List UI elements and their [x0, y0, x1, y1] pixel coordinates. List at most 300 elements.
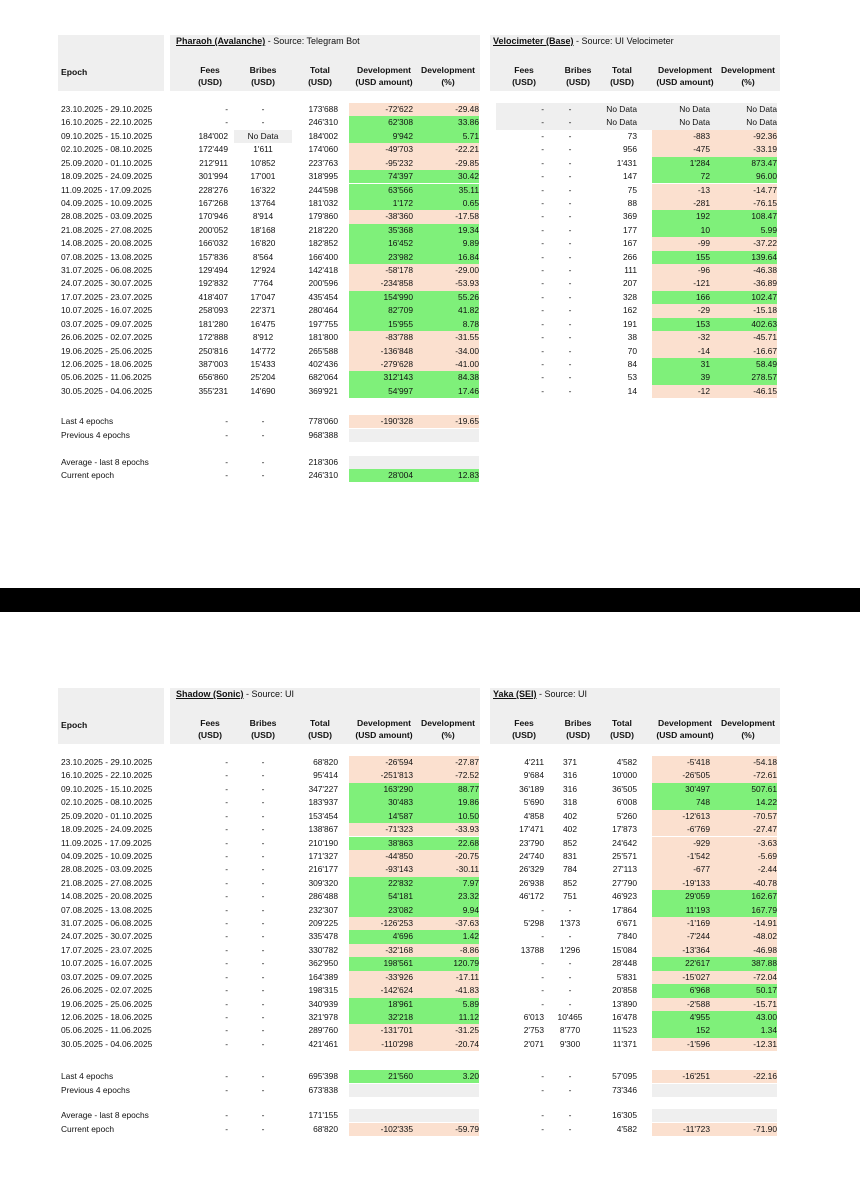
table-row — [0, 277, 860, 290]
left-total-cell: 218'220 — [308, 224, 338, 235]
right-total-cell: 17'864 — [612, 904, 637, 915]
left-dev_pct-cell: 7.97 — [462, 877, 479, 888]
right-total-cell: 207 — [623, 278, 637, 289]
column-header-line: Fees — [514, 65, 534, 75]
epoch-cell: 17.07.2025 - 23.07.2025 — [61, 291, 153, 302]
right-bribes-cell: - — [568, 358, 572, 369]
epoch-cell: 05.06.2025 - 11.06.2025 — [61, 372, 152, 383]
right-bribes-cell: - — [568, 931, 572, 942]
left-dev_pct-cell: -30.11 — [455, 864, 479, 875]
right-fees-cell: - — [541, 251, 544, 262]
right-fees-cell: - — [541, 318, 544, 329]
left-dev_pct-cell: 8.78 — [462, 318, 479, 329]
left-bribes-cell: - — [261, 1025, 265, 1036]
right-dev_pct-cell: 50.17 — [756, 985, 777, 996]
left-bribes-cell: 25'204 — [250, 372, 276, 383]
epoch-cell: 02.10.2025 - 08.10.2025 — [61, 797, 153, 808]
epoch-cell: 09.10.2025 - 15.10.2025 — [61, 130, 153, 141]
left-total-cell: 166'400 — [308, 251, 338, 262]
left-dev_usd-cell: -251'813 — [380, 770, 413, 781]
right-total-cell: 369 — [623, 211, 637, 222]
table-row — [0, 998, 860, 1011]
summary-left-dev_usd — [349, 1109, 413, 1122]
left-bribes-cell: 8'912 — [252, 332, 274, 343]
right-fees-cell: - — [541, 184, 544, 195]
column-header-line: Development — [421, 718, 475, 728]
left-dev_usd-cell: 82'709 — [388, 305, 413, 316]
left-total-cell: 347'227 — [308, 783, 338, 794]
right-bribes-cell: - — [568, 104, 572, 114]
left-fees-cell: - — [225, 850, 228, 861]
summary-left-dev_pct — [416, 1109, 479, 1122]
summary-right-dev_pct: -22.16 — [753, 1071, 777, 1081]
column-header-line: (USD amount) — [355, 77, 413, 87]
right-bribes-cell: 318 — [563, 797, 577, 808]
left-bribes-cell: - — [261, 837, 265, 848]
summary-left-dev_pct — [416, 1084, 479, 1097]
left-dev_usd-cell: -49'703 — [385, 144, 413, 155]
table-row — [0, 810, 860, 823]
summary-left-dev_pct — [416, 456, 479, 469]
right-bribes-cell: - — [568, 332, 572, 343]
right-dev_pct-cell: -27.47 — [753, 824, 777, 835]
epoch-cell: 28.08.2025 - 03.09.2025 — [61, 211, 153, 222]
summary-right-dev_usd: -16'251 — [682, 1071, 710, 1081]
right-dev_usd-cell: 6'968 — [689, 985, 710, 996]
right-total-cell: 266 — [623, 251, 637, 262]
epoch-cell: 05.06.2025 - 11.06.2025 — [61, 1025, 152, 1036]
left-total-cell: 232'307 — [308, 904, 338, 915]
right-dev_pct-cell: 108.47 — [751, 211, 777, 222]
epoch-cell: 16.10.2025 - 22.10.2025 — [61, 117, 153, 128]
right-dev_pct-cell: -54.18 — [753, 757, 777, 767]
right-dev_pct-cell: -5.69 — [757, 850, 777, 861]
left-dev_pct-cell: -34.00 — [455, 345, 479, 356]
summary-left-dev_pct — [416, 429, 479, 442]
table-row — [0, 116, 860, 129]
right-dev_usd-cell: -475 — [693, 144, 710, 155]
epoch-cell: 26.06.2025 - 02.07.2025 — [61, 332, 153, 343]
right-dev_pct-cell: 387.88 — [751, 958, 777, 969]
left-fees-cell: 172'888 — [198, 332, 228, 343]
left-bribes-cell: - — [261, 877, 265, 888]
column-header-fees — [184, 64, 236, 88]
left-total-cell: 321'978 — [308, 1011, 338, 1022]
left-dev_usd-cell: 63'566 — [388, 184, 413, 195]
epoch-cell: 30.05.2025 - 04.06.2025 — [61, 385, 153, 396]
left-dev_usd-cell: 14'587 — [388, 810, 413, 821]
right-total-cell: 38 — [627, 332, 637, 343]
summary-left-bribes: - — [261, 470, 265, 480]
right-total-cell: 14 — [627, 385, 637, 396]
table-row — [0, 796, 860, 809]
table-row — [0, 783, 860, 796]
right-dev_usd-cell: -929 — [693, 837, 710, 848]
right-bribes-cell: - — [568, 171, 572, 182]
left-dev_pct-cell: 0.65 — [462, 197, 479, 208]
left-dev_usd-cell: -44'850 — [385, 850, 413, 861]
summary-left-total: 778'060 — [308, 416, 338, 426]
table-row — [0, 304, 860, 317]
right-fees-cell: - — [541, 931, 544, 942]
table-row — [0, 210, 860, 223]
summary-right-bribes: - — [568, 1071, 572, 1081]
left-dev_usd-cell: -58'178 — [385, 265, 413, 276]
left-total-cell: 216'177 — [308, 864, 338, 875]
summary-label: Average - last 8 epochs — [61, 1110, 149, 1120]
column-header-total — [298, 717, 342, 741]
left-fees-cell: 166'032 — [198, 238, 228, 249]
table-row — [0, 385, 860, 398]
right-dev_pct-cell: 5.99 — [760, 224, 777, 235]
right-fees-cell: 24'740 — [519, 850, 544, 861]
left-total-cell: 184'002 — [308, 130, 338, 141]
epoch-cell: 17.07.2025 - 23.07.2025 — [61, 944, 153, 955]
column-header-total — [298, 64, 342, 88]
table-row — [0, 157, 860, 170]
right-fees-cell: 6'013 — [523, 1011, 544, 1022]
left-fees-cell: 250'816 — [198, 345, 228, 356]
left-bribes-cell: 1'611 — [253, 144, 273, 155]
left-dev_pct-cell: -17.11 — [455, 971, 479, 982]
right-dev_usd-cell: -99 — [697, 238, 710, 249]
left-dev_usd-cell: -38'360 — [385, 211, 413, 222]
right-dev_usd-cell: 22'617 — [685, 958, 710, 969]
left-bribes-cell: - — [261, 958, 265, 969]
summary-right-total: 4'582 — [616, 1124, 637, 1134]
left-dev_pct-cell: 33.86 — [458, 117, 479, 128]
summary-left-total: 968'388 — [308, 430, 338, 440]
table-row — [0, 904, 860, 917]
left-fees-cell: - — [225, 757, 228, 767]
left-dev_pct-cell: -31.25 — [455, 1025, 479, 1036]
left-total-cell: 223'763 — [308, 157, 338, 168]
left-bribes-cell: 8'564 — [252, 251, 274, 262]
left-dev_usd-cell: 22'832 — [388, 877, 413, 888]
right-total-cell: 5'831 — [616, 971, 637, 982]
summary-left-fees: - — [225, 1110, 228, 1120]
right-bribes-cell: 371 — [563, 757, 577, 767]
right-total-cell: 17'873 — [612, 824, 637, 835]
right-dev_pct-cell: 14.22 — [756, 797, 777, 808]
summary-left-dev_usd: 21'560 — [388, 1071, 413, 1081]
right-total-cell: 1'431 — [616, 157, 637, 168]
left-dev_pct-cell: 88.77 — [458, 783, 479, 794]
column-header-total — [600, 717, 644, 741]
left-bribes-cell: - — [261, 117, 265, 128]
left-dev_usd-cell: 1'172 — [392, 197, 413, 208]
right-total-cell: 111 — [624, 265, 637, 276]
table-row — [0, 358, 860, 371]
sheet-separator — [0, 588, 860, 612]
summary-left-total: 68'820 — [313, 1124, 338, 1134]
right-bribes-cell: 751 — [563, 891, 577, 902]
left-total-cell: 318'995 — [308, 171, 338, 182]
right-dev_usd-cell: -14 — [697, 345, 710, 356]
left-fees-cell: - — [225, 117, 228, 128]
right-fees-cell: - — [541, 958, 544, 969]
right-fees-cell: - — [541, 197, 544, 208]
right-dev_usd-cell: -13'364 — [682, 944, 710, 955]
left-dev_pct-cell: -41.00 — [455, 358, 479, 369]
right-fees-cell: 17'471 — [519, 824, 544, 835]
summary-left-fees: - — [225, 416, 228, 426]
right-fees-cell: - — [541, 985, 544, 996]
right-fees-cell: - — [541, 305, 544, 316]
right-bribes-cell: - — [568, 985, 572, 996]
left-dev_pct-cell: 41.82 — [458, 305, 479, 316]
table-row — [0, 197, 860, 210]
left-bribes-cell: - — [261, 985, 265, 996]
column-header-dev_pct — [417, 64, 479, 88]
exchange-source: - Source: Telegram Bot — [265, 36, 360, 46]
right-total-cell: 70 — [627, 345, 637, 356]
left-fees-cell: - — [225, 931, 228, 942]
summary-left-dev_usd: -190'328 — [380, 416, 413, 426]
right-total-cell: 36'505 — [612, 783, 637, 794]
epoch-header: Epoch — [61, 720, 88, 730]
right-dev_usd-cell: 31 — [700, 358, 710, 369]
right-fees-cell: - — [541, 998, 544, 1009]
left-fees-cell: 172'449 — [198, 144, 228, 155]
left-dev_usd-cell: 9'942 — [392, 130, 413, 141]
left-dev_pct-cell: -29.85 — [455, 157, 479, 168]
right-dev_pct-cell: -3.63 — [757, 837, 777, 848]
left-dev_pct-cell: 1.42 — [462, 931, 479, 942]
right-dev_pct-cell: 402.63 — [751, 318, 777, 329]
summary-right-bribes: - — [568, 1124, 572, 1134]
summary-left-bribes: - — [261, 457, 265, 467]
left-bribes-cell: 17'047 — [250, 291, 276, 302]
left-total-cell: 369'921 — [308, 385, 338, 396]
table-row — [0, 957, 860, 970]
left-dev_usd-cell: 23'082 — [388, 904, 413, 915]
right-total-cell: 147 — [623, 171, 637, 182]
right-total-cell: 167 — [623, 238, 637, 249]
right-total-cell: 46'923 — [612, 891, 637, 902]
right-dev_usd-cell: No Data — [679, 104, 710, 114]
epoch-cell: 19.06.2025 - 25.06.2025 — [61, 998, 153, 1009]
column-header-line: (%) — [441, 730, 455, 740]
right-dev_usd-cell: 72 — [700, 171, 710, 182]
right-total-cell: 10'000 — [612, 770, 637, 781]
left-dev_pct-cell: -31.55 — [455, 332, 479, 343]
table-row — [0, 318, 860, 331]
epoch-cell: 12.06.2025 - 18.06.2025 — [61, 358, 153, 369]
column-header-line: (USD amount) — [656, 730, 714, 740]
left-bribes-cell: No Data — [234, 130, 292, 143]
column-header-line: Bribes — [564, 718, 592, 728]
left-bribes-cell: - — [261, 931, 265, 942]
epoch-cell: 23.10.2025 - 29.10.2025 — [61, 104, 153, 114]
right-total-cell: 11'523 — [612, 1025, 637, 1036]
right-dev_usd-cell: -677 — [693, 864, 710, 875]
column-header-line: Development — [357, 65, 411, 75]
epoch-cell: 12.06.2025 - 18.06.2025 — [61, 1011, 153, 1022]
summary-right-dev_usd — [652, 1084, 710, 1097]
column-header-line: (USD) — [308, 730, 332, 740]
header-background — [58, 688, 164, 744]
left-dev_pct-cell: 17.46 — [458, 385, 479, 396]
table-row — [0, 1024, 860, 1037]
table-sheet-bottom — [0, 612, 860, 1200]
table-row — [0, 264, 860, 277]
right-dev_usd-cell: -281 — [693, 197, 710, 208]
right-bribes-cell: - — [568, 372, 572, 383]
exchange-source: - Source: UI Velocimeter — [573, 36, 674, 46]
right-dev_pct-cell: 507.61 — [751, 783, 777, 794]
right-dev_pct-cell: -92.36 — [753, 130, 777, 141]
right-fees-cell: - — [541, 332, 544, 343]
table-row — [0, 837, 860, 850]
right-dev_pct-cell: -16.67 — [753, 345, 777, 356]
right-bribes-cell: - — [568, 958, 572, 969]
summary-left-bribes: - — [261, 1124, 265, 1134]
right-dev_usd-cell: 1'284 — [689, 157, 710, 168]
left-total-cell: 181'800 — [308, 332, 338, 343]
right-dev_pct-cell: -33.19 — [753, 144, 777, 155]
right-dev_pct-cell: 167.79 — [751, 904, 777, 915]
left-dev_pct-cell: 9.94 — [462, 904, 479, 915]
right-bribes-cell: 784 — [563, 864, 577, 875]
epoch-cell: 18.09.2025 - 24.09.2025 — [61, 171, 153, 182]
right-total-cell: 13'890 — [612, 998, 637, 1009]
left-dev_pct-cell: -37.63 — [455, 918, 479, 929]
left-dev_pct-cell: 35.11 — [458, 184, 479, 195]
right-fees-cell: - — [541, 278, 544, 289]
right-fees-cell: - — [541, 372, 544, 383]
right-dev_usd-cell: -1'169 — [686, 918, 710, 929]
left-bribes-cell: - — [261, 971, 265, 982]
left-dev_pct-cell: -53.93 — [455, 278, 479, 289]
column-header-line: Bribes — [249, 718, 277, 728]
right-dev_usd-cell: 166 — [696, 291, 710, 302]
right-dev_pct-cell: -46.98 — [753, 944, 777, 955]
summary-left-bribes: - — [261, 1071, 265, 1081]
summary-right-bribes: - — [568, 1085, 572, 1095]
column-header-line: Development — [658, 718, 712, 728]
right-total-cell: 956 — [623, 144, 637, 155]
right-dev_pct-cell: -46.15 — [753, 385, 777, 396]
left-bribes-cell: - — [261, 797, 265, 808]
right-fees-cell: 4'858 — [523, 810, 544, 821]
right-fees-cell: 2'753 — [523, 1025, 544, 1036]
summary-right-dev_pct: -71.90 — [753, 1124, 777, 1134]
left-total-cell: 210'190 — [308, 837, 338, 848]
right-total-cell: 162 — [623, 305, 637, 316]
right-dev_usd-cell: 39 — [700, 372, 710, 383]
epoch-cell: 31.07.2025 - 06.08.2025 — [61, 265, 153, 276]
left-bribes-cell: - — [261, 891, 265, 902]
right-total-cell: 11'371 — [612, 1038, 637, 1049]
right-bribes-cell: 316 — [563, 783, 577, 794]
right-dev_pct-cell: -15.71 — [753, 998, 777, 1009]
left-bribes-cell: - — [261, 998, 265, 1009]
exchange-title-right — [493, 689, 587, 699]
left-dev_pct-cell: 19.34 — [458, 224, 479, 235]
summary-row-avg8 — [0, 1109, 860, 1122]
left-fees-cell: - — [225, 904, 228, 915]
left-dev_usd-cell: -279'628 — [380, 358, 413, 369]
table-row — [0, 170, 860, 183]
left-dev_usd-cell: -142'624 — [380, 985, 413, 996]
summary-row-current — [0, 1123, 860, 1136]
right-dev_usd-cell: -15'027 — [682, 971, 710, 982]
left-fees-cell: 656'860 — [198, 372, 228, 383]
right-dev_usd-cell: -121 — [693, 278, 710, 289]
epoch-cell: 03.07.2025 - 09.07.2025 — [61, 971, 153, 982]
summary-left-total: 171'155 — [308, 1110, 338, 1120]
right-total-cell: 16'478 — [612, 1011, 637, 1022]
right-dev_pct-cell: -14.77 — [753, 184, 777, 195]
left-bribes-cell: 18'168 — [250, 224, 276, 235]
right-bribes-cell: 831 — [563, 850, 577, 861]
left-dev_pct-cell: -33.93 — [455, 824, 479, 835]
left-dev_usd-cell: -95'232 — [385, 157, 413, 168]
right-dev_pct-cell: -2.44 — [757, 864, 777, 875]
left-dev_usd-cell: 54'181 — [388, 891, 413, 902]
summary-right-total: 73'346 — [612, 1085, 637, 1095]
epoch-cell: 14.08.2025 - 20.08.2025 — [61, 891, 153, 902]
left-fees-cell: 192'832 — [198, 278, 228, 289]
right-bribes-cell: - — [568, 224, 572, 235]
column-header-line: Bribes — [564, 65, 592, 75]
left-dev_pct-cell: 23.32 — [458, 891, 479, 902]
right-fees-cell: - — [541, 358, 544, 369]
summary-left-dev_usd — [349, 1084, 413, 1097]
epoch-cell: 02.10.2025 - 08.10.2025 — [61, 144, 153, 155]
summary-left-dev_usd — [349, 456, 413, 469]
left-dev_pct-cell: 22.68 — [458, 837, 479, 848]
epoch-cell: 25.09.2020 - 01.10.2025 — [61, 810, 153, 821]
summary-left-fees: - — [225, 1085, 228, 1095]
table-row — [0, 850, 860, 863]
summary-right-fees: - — [541, 1071, 544, 1081]
left-total-cell: 362'950 — [308, 958, 338, 969]
left-total-cell: 173'688 — [308, 104, 338, 114]
right-bribes-cell: - — [568, 130, 572, 141]
left-dev_pct-cell: -17.58 — [455, 211, 479, 222]
left-total-cell: 286'488 — [308, 891, 338, 902]
left-fees-cell: - — [225, 918, 228, 929]
left-dev_pct-cell: -27.87 — [455, 757, 479, 767]
right-total-cell: 4'582 — [616, 757, 637, 767]
left-total-cell: 179'860 — [308, 211, 338, 222]
right-dev_pct-cell: 278.57 — [751, 372, 777, 383]
right-bribes-cell: - — [568, 197, 572, 208]
right-bribes-cell: - — [568, 265, 572, 276]
left-bribes-cell: 17'001 — [250, 171, 276, 182]
left-dev_usd-cell: -126'253 — [380, 918, 413, 929]
column-header-line: (USD) — [251, 77, 275, 87]
left-fees-cell: 129'494 — [198, 265, 228, 276]
summary-left-bribes: - — [261, 1085, 265, 1095]
left-fees-cell: 228'276 — [198, 184, 228, 195]
right-total-cell: 191 — [623, 318, 637, 329]
epoch-cell: 21.08.2025 - 27.08.2025 — [61, 877, 153, 888]
left-fees-cell: 212'911 — [199, 157, 228, 168]
left-dev_usd-cell: -136'848 — [380, 345, 413, 356]
right-total-cell: 6'008 — [616, 797, 637, 808]
summary-left-dev_pct: 12.83 — [458, 470, 479, 480]
right-bribes-cell: - — [568, 184, 572, 195]
right-fees-cell: 26'329 — [519, 864, 544, 875]
table-row — [0, 1038, 860, 1051]
right-dev_pct-cell: No Data — [746, 117, 777, 128]
left-total-cell: 138'867 — [308, 824, 338, 835]
right-bribes-cell: 8'770 — [559, 1025, 581, 1036]
summary-right-dev_pct — [714, 1084, 777, 1097]
